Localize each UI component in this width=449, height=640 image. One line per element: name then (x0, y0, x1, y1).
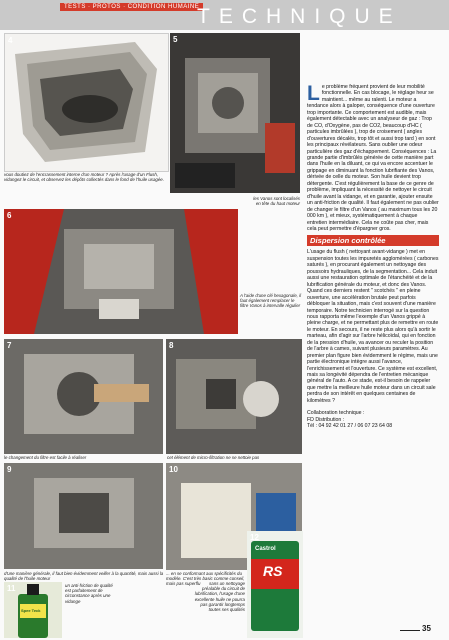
section-subtitle: Dispersion contrôlée (307, 235, 439, 246)
photo-11-antifriction-bottle (4, 582, 62, 638)
caption-11: un anti-friction de qualité est parfaitement de circonstance après une vidange (65, 583, 113, 604)
caption-8: cet élément de micro-filtration ne se nettoie pas (167, 455, 260, 460)
can-model-label: RS (263, 563, 283, 579)
photo-number: 7 (7, 341, 12, 350)
photo-9-oil-level (4, 463, 163, 569)
article-paragraph-1 (307, 84, 439, 232)
photo-6-engine-bay (4, 209, 238, 334)
caption-6: A l'aide d'une clé hexagonale, il faut également remplacer le filtre Vanos à intervalle régulier (240, 293, 302, 309)
photo-number: 6 (7, 211, 12, 220)
photo-8-micro-filter (166, 339, 302, 454)
caption-12: sans un nettoyage préalable du circuit de lubrification, l'usage d'une excellente huile ne pourra pas garantir longtemps toutes ses qualités (194, 581, 245, 613)
engine-bay-illustration (4, 209, 238, 334)
page-number: 35 (422, 624, 431, 633)
engine-top-illustration (170, 33, 300, 193)
article-paragraph-1-text: e problème fréquent provient de leur mobilité fonctionnelle. En cas blocage, le réglage heur se maintient... même au ralenti. Le moteur a tendance alors à galoper, conséquence d'une ouverture trop importante. Ce comportement est audible, mais également détectable avec un analyseur de gaz : Trop de CO, d'Oxygène, pas de CO2, beaucoup d'HC ( particules imbrûlées ), trop de croisement ( angles d'ouvertures décalés, trop tôt et aussi trop tard ) en sont les principaux révélateurs. Sans oublier une odeur particulière des gaz d'échappement. Conséquences : La grande partie d'imbrûlés générée de cette manière part dans l'huile en la diluant, ce qui va encore accentuer le grippage en diminuant la fonction lubrifiante des Vanos, dérivée de celle du moteur. Son huile devient trop détergente. C'est régulièrement la base de ce genre de problème, impliquant la nécessité de nettoyer le circuit d'huile avant la vidange, et en garantie, ajouter ensuite un anti-friction de qualité. Il faut également ne pas oublier de changer le filtre d'un Vanos ( au maximum tous les 20 000 km ), et mieux, systématiquement à chaque entretien intermédiaire. Cela ne coûte pas cher, mais cela peut permettre d'épargner gros. (307, 84, 439, 232)
photo-4-oil-pan (4, 33, 169, 172)
filter-change-illustration (4, 339, 163, 454)
header-section-label: TESTS · PROTOS · CONDITION HUMAINE (60, 3, 203, 11)
caption-10: ... en se conformant aux spécificités du modèle. C'est très basic comme conseil, mais pas superflu (166, 571, 245, 587)
photo-number: 12 (250, 533, 259, 542)
photo-12-castrol-can (247, 531, 303, 638)
page-title: TECHNIQUE (197, 5, 402, 28)
photo-number: 5 (173, 35, 178, 44)
photo-number: 4 (8, 36, 13, 45)
photo-number: 11 (7, 584, 16, 593)
photo-number: 10 (169, 465, 178, 474)
photo-number: 8 (169, 341, 174, 350)
drop-cap: L (307, 82, 320, 105)
caption-9: d'une manière générale, il faut bien évidemment veiller à la quantité, mais aussi la qualité de l'huile moteur (4, 571, 164, 582)
article-column (307, 84, 439, 430)
can-brand-label: Castrol (255, 546, 276, 552)
article-paragraph-2: L'usage du flush ( nettoyant avant-vidange ) met en suspension toutes les impuretés agglomérées ( carbones saturés ), en procurant également un nettoyage des poussoirs hydrauliques, de la segmentation... Cela induit aussi une restauration optimale de l'étanchéité et de la lubrification générale du moteur, et donc des Vanos. Quand ces derniers restent " scotchés " en pleine ouverture, une accélération brutale peut parfois débloquer la situation, mais c'est souvent d'une manière temporaire. Notre technicien interrogé sur la question nous rapporta même l'exemple d'un Vanos grippé à pleine charge, et ne permettant plus de remettre en route le moteur. En secours, il ne reste plus alors qu'à sortir le marteau, afin d'agir sur l'arbre hélicoïdal, qui en fonction de la pression d'huile, va avancer ou reculer la position de l'arbre à cames, suivant plusieurs paramètres. Au premier plan figure bien évidemment le régime, mais une partie électronique intègre aussi l'avance, l'enrichissement et l'ouverture. Ce système est excellent, mais sa longévité dépendra de l'entretien mécanique général de l'auto. A ce stade, est-il besoin de rappeler que mettre la meilleure huile moteur dans un circuit sale perdra de son intérêt en quelques centaines de kilomètres ? (307, 249, 439, 404)
photo-number: 9 (7, 465, 12, 474)
micro-filter-illustration (166, 339, 302, 454)
caption-7: le changement du filtre est facile à réaliser (4, 455, 87, 460)
photo-7-filter-change (4, 339, 163, 454)
page-number-rule (400, 630, 420, 631)
caption-4: vous doutiez de l'encrassement interne d'un moteur ? Après l'usage d'un Flush, vidangez le circuit, et observez les dépôts collectés dans le fond de l'huile usagée. (4, 172, 164, 183)
oil-pan-illustration (5, 34, 168, 171)
distributor-name: FD Distribution : (307, 416, 345, 423)
collaboration-label: Collaboration technique : (307, 410, 365, 417)
photo-5-engine-top (170, 33, 300, 193)
caption-5: les Vanos sont localisés en tête du haut moteur (253, 196, 300, 207)
bottle-brand-label: Spee Teck (21, 608, 41, 613)
oil-level-illustration (4, 463, 163, 569)
distributor-phone: Tél : 04 92 42 01 27 / 06 07 23 64 08 (307, 423, 393, 430)
